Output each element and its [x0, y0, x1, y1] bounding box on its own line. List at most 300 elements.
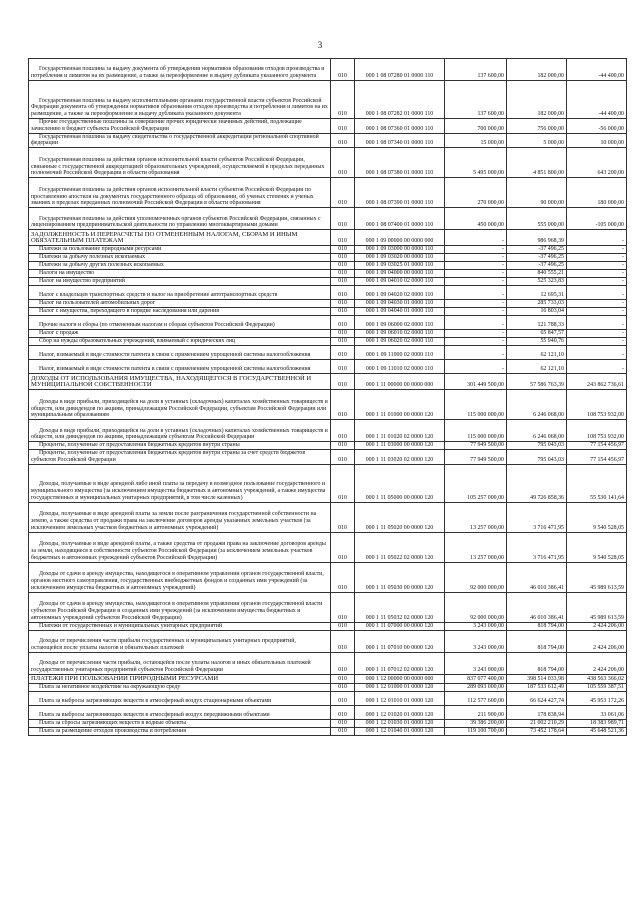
row-name-text: Платежи от государственных и муниципальных унитарных предприятий: [39, 622, 223, 629]
row-executed-cell: 4 851 800,00: [507, 148, 567, 178]
row-kbk-cell: 000 1 08 07380 01 0000 110: [355, 148, 445, 178]
row-unexecuted-cell: -: [567, 230, 627, 246]
row-executed-cell: 756 000,00: [507, 119, 567, 134]
row-name-text: Государственная пошлина за выдачу свидетельства о государственной аккредитации региональной спортивной федерации: [31, 133, 319, 147]
row-kbk-cell: 000 1 11 03020 02 0000 120: [355, 450, 445, 465]
row-code-cell: 010: [331, 330, 355, 338]
row-name-text: Налог, взимаемый в виде стоимости патента в связи с применением упрощенной системы налогообложения: [39, 352, 311, 359]
row-kbk-cell: 000 1 08 07390 01 0000 110: [355, 178, 445, 208]
row-name-text: Налог с продаж: [39, 330, 79, 337]
row-unexecuted-cell: -: [567, 270, 627, 278]
row-unexecuted-cell: -: [567, 278, 627, 286]
row-name-text: Доходы от сдачи в аренду имущества, находящегося в оперативном управлении органов государственной власти, органов местного самоуправления, государственных внебюджетных фондов и созданных ими учреждений (за исключением имущества бюджетных и автономных учреждений): [31, 571, 324, 591]
table-row: [29, 502, 627, 532]
row-unexecuted-cell: 55 530 141,64: [567, 464, 627, 502]
row-kbk-cell: 000 1 09 06010 02 0000 110: [355, 330, 445, 338]
row-name-text: Платежи за добычу других полезных ископаемых: [39, 262, 164, 269]
row-code-cell: 010: [331, 652, 355, 674]
table-row: [29, 727, 627, 735]
row-executed-cell: 398 514 033,98: [507, 674, 567, 683]
row-unexecuted-cell: -56 000,00: [567, 119, 627, 134]
row-code-cell: 010: [331, 592, 355, 622]
row-approved-cell: -: [445, 360, 507, 374]
table-row: [29, 719, 627, 727]
row-executed-cell: 66 624 427,74: [507, 691, 567, 705]
row-unexecuted-cell: -: [567, 300, 627, 308]
table-row: [29, 464, 627, 502]
row-name-text: Доходы, получаемые в виде арендной платы за земли после разграничения государственной собственности на землю, а также средства от продажи права на заключение договоров аренды указанных земельных участков (за исключением земельных участков бюджетных и автономных учреждений): [31, 511, 317, 531]
row-approved-cell: -: [445, 254, 507, 262]
row-name-text: ДОХОДЫ ОТ ИСПОЛЬЗОВАНИЯ ИМУЩЕСТВА, НАХОДЯЩЕГОСЯ В ГОСУДАРСТВЕННОЙ И МУНИЦИПАЛЬНОЙ СОБСТВЕННОСТИ: [31, 374, 312, 389]
row-code-cell: 010: [331, 630, 355, 652]
row-name-cell: [29, 133, 331, 148]
page-number: 3: [317, 40, 323, 50]
row-code-cell: 010: [331, 727, 355, 735]
row-name-text: Доходы от перечисления части прибыли, остающейся после уплаты налогов и иных обязательных платежей государственных унитарных предприятий субъектов Российской Федерации: [31, 660, 311, 673]
row-executed-cell: -37 496,25: [507, 262, 567, 270]
row-name-cell: [29, 338, 331, 346]
row-code-cell: 010: [331, 300, 355, 308]
row-approved-cell: 137 600,00: [445, 81, 507, 119]
row-unexecuted-cell: 10 000,00: [567, 133, 627, 148]
row-name-text: Проценты, полученные от предоставления бюджетных кредитов внутри страны: [39, 442, 240, 449]
row-name-text: Государственная пошлина за действия органов исполнительной власти субъектов Российской Федерации, связанные с государственной аккредитацией образовательных учреждений, осуществляемой в пределах переданных полномочий Российской Федерации в области образования: [31, 156, 325, 177]
row-name-cell: [29, 81, 331, 119]
row-approved-cell: 39 386 200,00: [445, 719, 507, 727]
row-name-text: Платежи за пользование природными ресурсами: [39, 246, 162, 253]
row-unexecuted-cell: -: [567, 246, 627, 254]
row-kbk-cell: 000 1 12 01020 01 0000 120: [355, 705, 445, 719]
table-row: [29, 270, 627, 278]
row-executed-cell: 182 000,00: [507, 81, 567, 119]
row-name-cell: [29, 592, 331, 622]
row-unexecuted-cell: 243 862 736,61: [567, 374, 627, 390]
row-kbk-cell: 000 1 09 11010 02 0000 110: [355, 360, 445, 374]
row-unexecuted-cell: 9 540 528,05: [567, 502, 627, 532]
row-name-cell: [29, 630, 331, 652]
row-executed-cell: 795 043,03: [507, 450, 567, 465]
row-approved-cell: 92 000 000,00: [445, 562, 507, 592]
row-approved-cell: 5 495 000,00: [445, 148, 507, 178]
row-executed-cell: -37 496,25: [507, 246, 567, 254]
row-name-text: Налог на имущество предприятий: [39, 278, 125, 285]
row-code-cell: 010: [331, 450, 355, 465]
row-executed-cell: 16 803,04: [507, 308, 567, 316]
table-row: [29, 360, 627, 374]
row-name-cell: [29, 300, 331, 308]
row-executed-cell: 62 121,10: [507, 360, 567, 374]
row-name-cell: [29, 390, 331, 420]
row-code-cell: 010: [331, 390, 355, 420]
row-name-cell: [29, 652, 331, 674]
row-name-text: Сбор на нужды образовательных учреждений, взимаемый с юридических лиц: [39, 338, 236, 345]
table-row: [29, 683, 627, 691]
row-unexecuted-cell: -: [567, 308, 627, 316]
table-row: [29, 592, 627, 622]
table-row: [29, 148, 627, 178]
row-name-cell: [29, 727, 331, 735]
table-row: [29, 705, 627, 719]
row-unexecuted-cell: 105 559 387,51: [567, 683, 627, 691]
row-kbk-cell: 000 1 09 06000 02 0000 110: [355, 316, 445, 330]
row-name-text: Государственная пошлина за выдачу документа об утверждении нормативов образования отходов производства и потребления и лимитов на их размещение, а также за переоформление и выдачу дубликата указанного документа: [31, 66, 325, 80]
row-executed-cell: 3 716 471,95: [507, 532, 567, 562]
row-approved-cell: -: [445, 316, 507, 330]
table-row: [29, 630, 627, 652]
row-approved-cell: 13 257 000,00: [445, 532, 507, 562]
row-approved-cell: 115 000 000,00: [445, 390, 507, 420]
row-approved-cell: 301 449 500,00: [445, 374, 507, 390]
row-name-cell: [29, 442, 331, 450]
row-approved-cell: -: [445, 230, 507, 246]
row-unexecuted-cell: -: [567, 360, 627, 374]
row-code-cell: 010: [331, 532, 355, 562]
row-approved-cell: 15 000,00: [445, 133, 507, 148]
row-name-cell: [29, 308, 331, 316]
row-unexecuted-cell: -: [567, 330, 627, 338]
row-name-cell: [29, 360, 331, 374]
row-unexecuted-cell: -: [567, 346, 627, 360]
row-code-cell: 010: [331, 254, 355, 262]
row-executed-cell: 178 838,94: [507, 705, 567, 719]
row-approved-cell: 137 600,00: [445, 59, 507, 81]
row-unexecuted-cell: 438 563 366,02: [567, 674, 627, 683]
row-name-text: Налог с владельцев транспортных средств и налог на приобретение автотранспортных средств: [39, 292, 278, 299]
row-name-cell: [29, 502, 331, 532]
row-unexecuted-cell: 77 154 456,97: [567, 450, 627, 465]
row-approved-cell: 837 077 400,00: [445, 674, 507, 683]
row-kbk-cell: 000 1 08 07400 01 0000 110: [355, 208, 445, 230]
row-code-cell: 010: [331, 338, 355, 346]
row-approved-cell: 289 093 000,00: [445, 683, 507, 691]
row-name-text: Налог с имущества, переходящего в порядке наследования или дарения: [39, 308, 219, 315]
row-name-text: Доходы в виде прибыли, приходящейся на доли в уставных (складочных) капиталах хозяйственных товариществ и обществ, или дивидендов по акциям, принадлежащим субъектам Российской Федерации: [31, 427, 328, 441]
row-name-cell: [29, 450, 331, 465]
row-unexecuted-cell: 108 753 932,00: [567, 420, 627, 442]
row-kbk-cell: 000 1 12 01040 01 0000 120: [355, 727, 445, 735]
row-approved-cell: 119 100 700,00: [445, 727, 507, 735]
table-row: [29, 178, 627, 208]
table-row: [29, 562, 627, 592]
row-executed-cell: 6 246 068,00: [507, 390, 567, 420]
row-kbk-cell: 000 1 11 07010 00 0000 120: [355, 630, 445, 652]
row-unexecuted-cell: 18 383 989,71: [567, 719, 627, 727]
table-row: [29, 622, 627, 630]
row-executed-cell: 795 043,03: [507, 442, 567, 450]
row-approved-cell: -: [445, 330, 507, 338]
row-kbk-cell: 000 1 09 04020 02 0000 110: [355, 286, 445, 300]
row-code-cell: 010: [331, 674, 355, 683]
row-code-cell: 010: [331, 262, 355, 270]
row-name-text: Государственная пошлина за действия органов исполнительной власти субъектов Российской Федерации по проставлению апостиля на документах государственного образца об образовании, об ученых степенях и ученых званиях в пределах переданных полномочий Российской Федерации в области образования: [31, 186, 314, 207]
row-unexecuted-cell: -105 000,00: [567, 208, 627, 230]
row-name-cell: [29, 374, 331, 390]
row-executed-cell: 6 246 068,00: [507, 420, 567, 442]
row-name-cell: [29, 719, 331, 727]
row-code-cell: 010: [331, 81, 355, 119]
row-approved-cell: 92 000 000,00: [445, 592, 507, 622]
row-approved-cell: -: [445, 270, 507, 278]
row-executed-cell: 525 323,83: [507, 278, 567, 286]
table-row: [29, 532, 627, 562]
row-name-text: ЗАДОЛЖЕННОСТЬ И ПЕРЕРАСЧЕТЫ ПО ОТМЕНЕННЫМ НАЛОГАМ, СБОРАМ И ИНЫМ ОБЯЗАТЕЛЬНЫМ ПЛАТЕЖАМ: [31, 230, 298, 245]
row-name-text: Налог на пользователей автомобильных дорог: [39, 300, 156, 307]
row-kbk-cell: 000 1 09 03020 00 0000 110: [355, 254, 445, 262]
row-name-text: Доходы от перечисления части прибыли государственных и муниципальных унитарных предприятий, остающейся после уплаты налогов и обязательных платежей: [31, 638, 296, 651]
row-approved-cell: -: [445, 286, 507, 300]
row-executed-cell: 90 000,00: [507, 178, 567, 208]
row-name-cell: [29, 705, 331, 719]
table-row: [29, 208, 627, 230]
row-name-cell: [29, 230, 331, 246]
row-executed-cell: 182 000,00: [507, 59, 567, 81]
row-kbk-cell: 000 1 12 01000 01 0000 120: [355, 683, 445, 691]
row-name-text: Государственная пошлина за выдачу исполнительными органами государственной власти субъектов Российской Федерации документа об утверждении нормативов образования отходов производства и потребления и лимитов на их размещение, а также за переоформление и выдачу дубликата указанного документа: [31, 97, 328, 118]
row-kbk-cell: 000 1 08 07360 01 0000 110: [355, 119, 445, 134]
table-row: [29, 119, 627, 134]
row-unexecuted-cell: 108 753 932,00: [567, 390, 627, 420]
table-row: [29, 300, 627, 308]
row-approved-cell: 112 577 600,00: [445, 691, 507, 705]
row-executed-cell: 73 452 178,64: [507, 727, 567, 735]
row-code-cell: 010: [331, 286, 355, 300]
table-row: [29, 286, 627, 300]
row-approved-cell: 3 243 000,00: [445, 630, 507, 652]
row-executed-cell: 285 733,03: [507, 300, 567, 308]
row-code-cell: 010: [331, 360, 355, 374]
row-code-cell: 010: [331, 719, 355, 727]
table-row: [29, 330, 627, 338]
table-row: [29, 230, 627, 246]
row-approved-cell: 3 243 000,00: [445, 622, 507, 630]
row-code-cell: 010: [331, 683, 355, 691]
row-kbk-cell: 000 1 11 05032 02 0000 120: [355, 592, 445, 622]
row-name-text: Доходы в виде прибыли, приходящейся на доли в уставных (складочных) капиталах хозяйственных товариществ и обществ, или дивидендов по акциям, принадлежащим Российской Федерации, субъектам Российской Федерации или муниципальным образованиям: [31, 398, 328, 419]
row-unexecuted-cell: 77 154 456,97: [567, 442, 627, 450]
row-kbk-cell: 000 1 11 07012 02 0000 120: [355, 652, 445, 674]
row-unexecuted-cell: -: [567, 254, 627, 262]
row-name-cell: [29, 270, 331, 278]
row-name-cell: [29, 148, 331, 178]
row-code-cell: 010: [331, 133, 355, 148]
row-code-cell: 010: [331, 208, 355, 230]
row-executed-cell: 818 794,00: [507, 622, 567, 630]
row-executed-cell: 55 940,76: [507, 338, 567, 346]
row-kbk-cell: 000 1 09 03025 01 0000 110: [355, 262, 445, 270]
row-executed-cell: 12 695,31: [507, 286, 567, 300]
row-approved-cell: -: [445, 308, 507, 316]
row-unexecuted-cell: 45 989 613,59: [567, 592, 627, 622]
row-executed-cell: 840 555,21: [507, 270, 567, 278]
row-executed-cell: -37 496,25: [507, 254, 567, 262]
row-name-cell: [29, 278, 331, 286]
row-name-cell: [29, 691, 331, 705]
table-row: [29, 338, 627, 346]
row-approved-cell: -: [445, 262, 507, 270]
row-approved-cell: 700 000,00: [445, 119, 507, 134]
row-kbk-cell: 000 1 08 07340 01 0000 110: [355, 133, 445, 148]
row-kbk-cell: 000 1 09 04040 01 0000 110: [355, 308, 445, 316]
table-row: [29, 278, 627, 286]
row-code-cell: 010: [331, 316, 355, 330]
row-executed-cell: 46 010 386,41: [507, 562, 567, 592]
row-approved-cell: 13 257 000,00: [445, 502, 507, 532]
row-executed-cell: 57 586 763,39: [507, 374, 567, 390]
row-name-cell: [29, 674, 331, 683]
row-name-text: Плата за размещение отходов производства и потребления: [39, 727, 186, 734]
row-unexecuted-cell: 2 424 206,00: [567, 622, 627, 630]
row-executed-cell: 65 847,57: [507, 330, 567, 338]
row-name-cell: [29, 262, 331, 270]
row-code-cell: 010: [331, 420, 355, 442]
row-name-text: Доходы, получаемые в виде арендной платы, а также средства от продажи права на заключение договоров аренды за земли, находящиеся в собственности субъектов Российской Федерации (за исключением земельных участков бюджетных и автономных учреждений субъектов Российской Федерации): [31, 541, 326, 561]
table-row: [29, 81, 627, 119]
row-kbk-cell: 000 1 11 07000 00 0000 120: [355, 622, 445, 630]
row-code-cell: 010: [331, 308, 355, 316]
row-approved-cell: 77 949 500,00: [445, 450, 507, 465]
row-executed-cell: 21 002 210,29: [507, 719, 567, 727]
table-row: [29, 262, 627, 270]
table-row: [29, 316, 627, 330]
row-unexecuted-cell: 45 648 521,36: [567, 727, 627, 735]
row-name-cell: [29, 330, 331, 338]
row-name-cell: [29, 119, 331, 134]
row-kbk-cell: 000 1 11 05000 00 0000 120: [355, 464, 445, 502]
row-kbk-cell: 000 1 11 05020 00 0000 120: [355, 502, 445, 532]
row-name-text: Плата за выбросы загрязняющих веществ в атмосферный воздух стационарными объектами: [39, 697, 272, 704]
row-code-cell: 010: [331, 270, 355, 278]
row-unexecuted-cell: 643 200,00: [567, 148, 627, 178]
table-row: [29, 133, 627, 148]
row-executed-cell: 818 794,00: [507, 630, 567, 652]
row-approved-cell: 450 000,00: [445, 208, 507, 230]
row-executed-cell: 986 968,39: [507, 230, 567, 246]
table-row: [29, 308, 627, 316]
table-row: [29, 59, 627, 81]
row-code-cell: 010: [331, 691, 355, 705]
row-name-cell: [29, 254, 331, 262]
row-kbk-cell: 000 1 09 03000 00 0000 110: [355, 246, 445, 254]
row-kbk-cell: 000 1 09 04000 00 0000 110: [355, 270, 445, 278]
row-executed-cell: 62 121,10: [507, 346, 567, 360]
row-approved-cell: 105 257 000,00: [445, 464, 507, 502]
row-code-cell: 010: [331, 119, 355, 134]
row-executed-cell: 818 794,00: [507, 652, 567, 674]
row-executed-cell: 3 716 471,95: [507, 502, 567, 532]
row-executed-cell: 555 000,00: [507, 208, 567, 230]
table-row: [29, 390, 627, 420]
row-approved-cell: -: [445, 246, 507, 254]
row-kbk-cell: 000 1 11 01020 02 0000 120: [355, 420, 445, 442]
row-name-text: Государственная пошлина за действия уполномоченных органов субъектов Российской Федерации, связанных с лицензированием предпринимательской деятельности по управлению многоквартирными домами: [31, 215, 321, 229]
row-code-cell: 010: [331, 464, 355, 502]
row-approved-cell: 115 000 000,00: [445, 420, 507, 442]
row-name-text: Прочие налоги и сборы (по отмененным налогам и сборам субъектов Российской Федерации): [39, 322, 275, 329]
row-unexecuted-cell: -44 400,00: [567, 59, 627, 81]
row-unexecuted-cell: 45 989 613,59: [567, 562, 627, 592]
row-executed-cell: 5 000,00: [507, 133, 567, 148]
row-name-text: Доходы, получаемые в виде арендной либо иной платы за передачу в возмездное пользование государственного и муниципального имущества (за исключением имущества бюджетных и автономных учреждений, а также имущества государственных и муниципальных унитарных предприятий, в том числе казенных): [31, 481, 326, 501]
row-kbk-cell: 000 1 12 00000 00 0000 000: [355, 674, 445, 683]
table-row: [29, 246, 627, 254]
row-approved-cell: -: [445, 278, 507, 286]
table-row: [29, 652, 627, 674]
row-name-cell: [29, 346, 331, 360]
row-kbk-cell: 000 1 09 06020 02 0000 110: [355, 338, 445, 346]
row-name-cell: [29, 246, 331, 254]
row-kbk-cell: 000 1 09 04010 02 0000 110: [355, 278, 445, 286]
row-kbk-cell: 000 1 12 01010 01 0000 120: [355, 691, 445, 705]
row-code-cell: 010: [331, 705, 355, 719]
row-executed-cell: 49 726 858,36: [507, 464, 567, 502]
row-unexecuted-cell: 45 953 172,26: [567, 691, 627, 705]
table-row: [29, 450, 627, 465]
row-name-text: Налоги на имущество: [39, 270, 95, 277]
row-approved-cell: 270 000,00: [445, 178, 507, 208]
row-kbk-cell: 000 1 09 04030 01 0000 110: [355, 300, 445, 308]
row-name-cell: [29, 178, 331, 208]
table-row: [29, 254, 627, 262]
row-kbk-cell: 000 1 11 01000 00 0000 120: [355, 390, 445, 420]
row-name-text: Проценты, полученные от предоставления бюджетных кредитов внутри страны за счет средств бюджетов субъектов Российской Федерации: [31, 450, 306, 463]
row-kbk-cell: 000 1 09 11000 02 0000 110: [355, 346, 445, 360]
row-approved-cell: -: [445, 346, 507, 360]
row-name-cell: [29, 59, 331, 81]
table-row: [29, 442, 627, 450]
row-kbk-cell: 000 1 08 07282 01 0000 110: [355, 81, 445, 119]
row-unexecuted-cell: 180 000,00: [567, 178, 627, 208]
row-name-cell: [29, 532, 331, 562]
row-code-cell: 010: [331, 246, 355, 254]
row-kbk-cell: 000 1 11 00000 00 0000 000: [355, 374, 445, 390]
row-code-cell: 010: [331, 278, 355, 286]
row-name-text: Прочие государственные пошлины за совершение прочих юридически значимых действий, подлежащие зачислению в бюджет субъекта Российской Федерации: [31, 119, 302, 132]
row-kbk-cell: 000 1 08 07280 01 0000 110: [355, 59, 445, 81]
row-code-cell: 010: [331, 374, 355, 390]
table-row: [29, 691, 627, 705]
row-unexecuted-cell: 9 540 528,05: [567, 532, 627, 562]
row-name-cell: [29, 622, 331, 630]
row-code-cell: 010: [331, 442, 355, 450]
row-unexecuted-cell: 33 061,06: [567, 705, 627, 719]
row-approved-cell: 211 900,00: [445, 705, 507, 719]
row-executed-cell: 46 010 386,41: [507, 592, 567, 622]
row-unexecuted-cell: -: [567, 286, 627, 300]
row-name-text: Плата за сбросы загрязняющих веществ в водные объекты: [39, 719, 187, 726]
row-unexecuted-cell: -: [567, 316, 627, 330]
row-kbk-cell: 000 1 12 01030 01 0000 120: [355, 719, 445, 727]
row-name-text: Налог, взимаемый в виде стоимости патента в связи с применением упрощенной системы налогообложения: [39, 366, 311, 373]
row-name-text: Платежи за добычу полезных ископаемых: [39, 254, 146, 261]
row-kbk-cell: 000 1 11 03000 00 0000 120: [355, 442, 445, 450]
row-name-text: ПЛАТЕЖИ ПРИ ПОЛЬЗОВАНИИ ПРИРОДНЫМИ РЕСУРСАМИ: [31, 674, 219, 682]
row-code-cell: 010: [331, 502, 355, 532]
row-name-cell: [29, 286, 331, 300]
row-unexecuted-cell: -: [567, 338, 627, 346]
row-unexecuted-cell: -44 400,00: [567, 81, 627, 119]
row-unexecuted-cell: 2 424 206,00: [567, 630, 627, 652]
row-name-cell: [29, 683, 331, 691]
row-approved-cell: 3 243 000,00: [445, 652, 507, 674]
row-approved-cell: -: [445, 338, 507, 346]
row-unexecuted-cell: -: [567, 262, 627, 270]
table-row: [29, 674, 627, 683]
row-kbk-cell: 000 1 09 00000 00 0000 000: [355, 230, 445, 246]
row-code-cell: 010: [331, 346, 355, 360]
row-kbk-cell: 000 1 11 05030 00 0000 120: [355, 562, 445, 592]
row-kbk-cell: 000 1 11 05022 02 0000 120: [355, 532, 445, 562]
row-name-text: Доходы от сдачи в аренду имущества, находящегося в оперативном управлении органов государственной власти субъектов Российской Федерации и созданных ими учреждений (за исключением имущества бюджетных и автономных учреждений субъектов Российской Федерации): [31, 601, 323, 621]
